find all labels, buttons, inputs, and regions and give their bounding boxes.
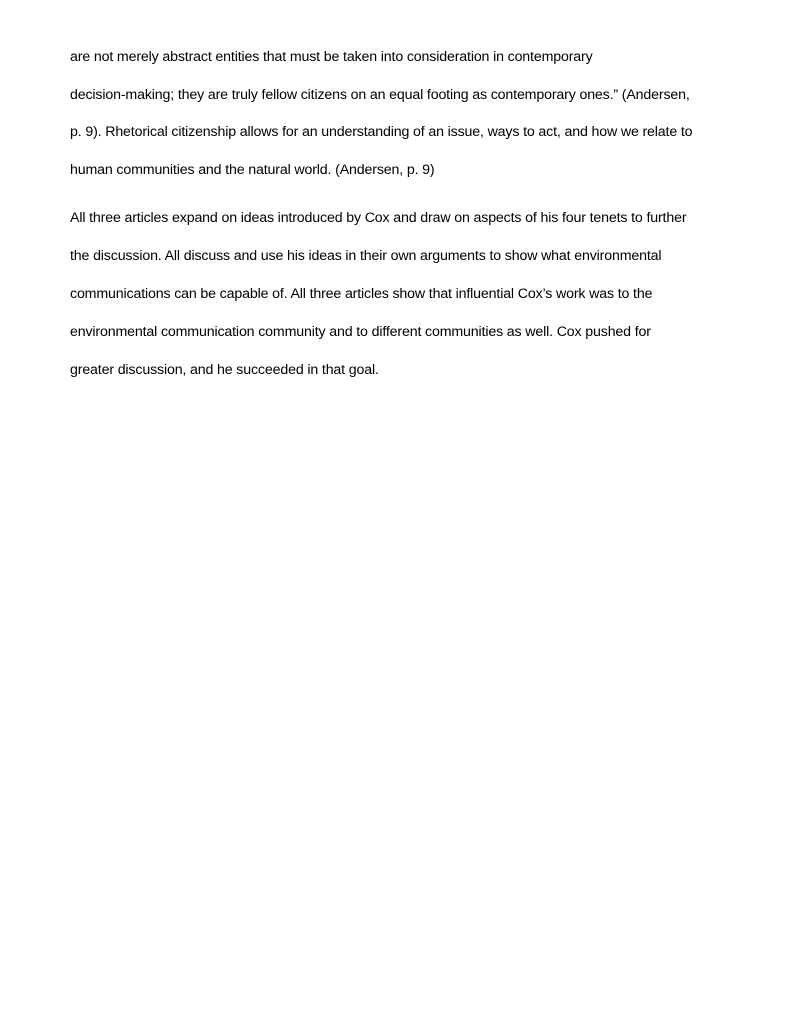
paragraph-2-line-3: communications can be capable of. All three articles show that influential Cox’s work was to the: [70, 286, 653, 302]
paragraph-1-line-4: human communities and the natural world. (Andersen, p. 9): [70, 162, 435, 178]
paragraph-1-line-2: decision-making; they are truly fellow citizens on an equal footing as contemporary ones.” (Andersen,: [70, 87, 690, 103]
paragraph-2-line-2: the discussion. All discuss and use his ideas in their own arguments to show what environmental: [70, 248, 662, 264]
paragraph-1-line-3: p. 9). Rhetorical citizenship allows for an understanding of an issue, ways to act, and how we relate to: [70, 124, 693, 140]
paragraph-1-line-1: are not merely abstract entities that must be taken into consideration in contemporary: [70, 49, 593, 65]
paragraph-2-line-1: All three articles expand on ideas introduced by Cox and draw on aspects of his four tenets to further: [70, 210, 687, 226]
paragraph-2-line-4: environmental communication community and to different communities as well. Cox pushed for: [70, 324, 651, 340]
paragraph-2-line-5: greater discussion, and he succeeded in that goal.: [70, 362, 379, 378]
